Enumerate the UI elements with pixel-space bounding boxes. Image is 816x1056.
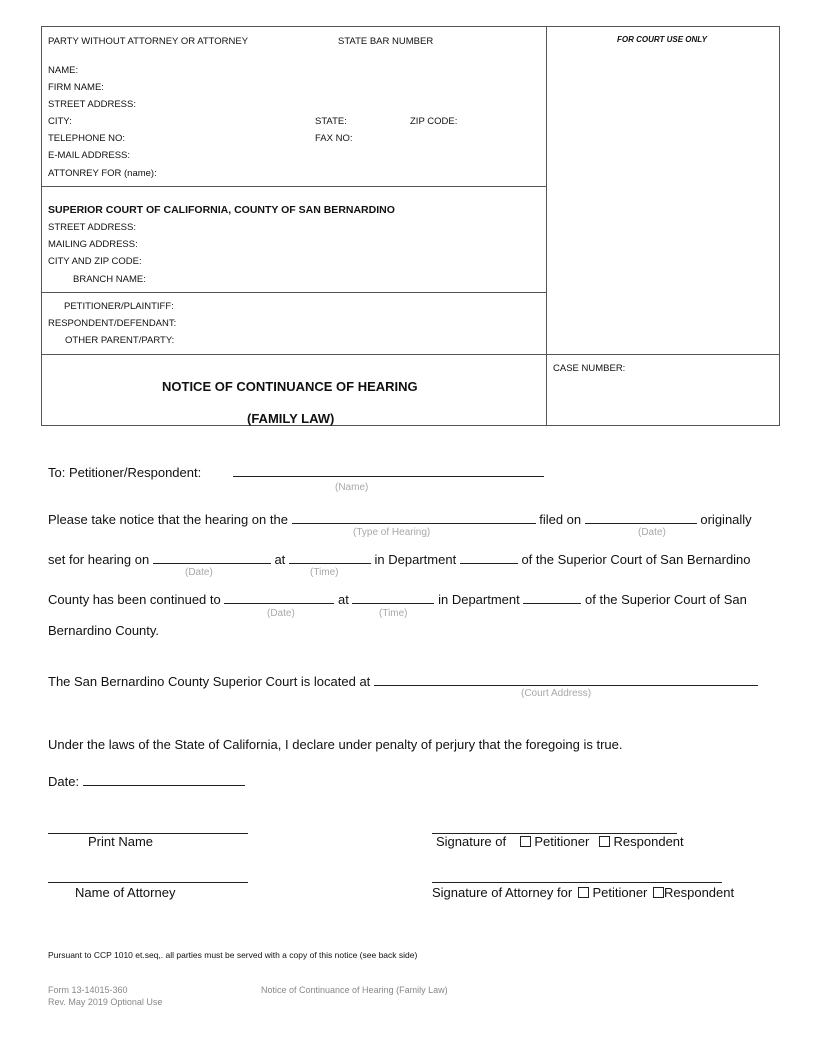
line3-text-d: of the Superior Court of San — [585, 592, 747, 607]
hearing-line-2 — [48, 551, 751, 567]
court-address-hint: (Court Address) — [521, 688, 592, 699]
new-time-blank[interactable] — [352, 591, 434, 604]
phone-label: TELEPHONE NO: — [48, 133, 126, 144]
location-text: The San Bernardino County Superior Court is located at — [48, 674, 371, 689]
original-department-blank[interactable] — [460, 551, 518, 564]
name-label: NAME: — [48, 65, 79, 76]
respondent-label: RESPONDENT/DEFENDANT: — [48, 318, 177, 329]
to-line — [48, 464, 544, 480]
line3-text-a: County has been continued to — [48, 592, 221, 607]
service-note: Pursuant to CCP 1010 et.seq,. all parties must be served with a copy of this notice (see back side) — [48, 950, 418, 960]
caption-box — [41, 26, 780, 426]
to-label: To: Petitioner/Respondent: — [48, 465, 202, 480]
respondent-checkbox[interactable] — [599, 836, 610, 847]
attorney-petitioner-label: Petitioner — [592, 885, 648, 900]
state-label: STATE: — [315, 116, 347, 127]
hearing-line-4: Bernardino County. — [48, 623, 160, 638]
type-of-hearing-blank[interactable] — [292, 511, 536, 524]
form-number: Form 13-14015-360 — [48, 985, 128, 995]
print-name-label: Print Name — [88, 834, 154, 849]
hearing-line-1 — [48, 511, 752, 527]
line2-text-d: of the Superior Court of San Bernardino — [521, 552, 751, 567]
line1-text-c: originally — [700, 512, 752, 527]
caption-divider-title — [41, 354, 780, 355]
attorney-signature-row — [432, 885, 734, 900]
zip-label: ZIP CODE: — [410, 116, 458, 127]
original-time-blank[interactable] — [289, 551, 371, 564]
hearing-line-3 — [48, 591, 747, 607]
filed-date-hint: (Date) — [638, 527, 666, 538]
court-name: SUPERIOR COURT OF CALIFORNIA, COUNTY OF SAN BERNARDINO — [48, 204, 395, 216]
fax-label: FAX NO: — [315, 133, 353, 144]
court-city-zip-label: CITY AND ZIP CODE: — [48, 256, 142, 267]
new-date-blank[interactable] — [224, 591, 334, 604]
date-line — [48, 773, 245, 789]
court-street-label: STREET ADDRESS: — [48, 222, 136, 233]
line3-text-b: at — [338, 592, 349, 607]
signature-attorney-for-label: Signature of Attorney for — [432, 885, 573, 900]
line1-text-a: Please take notice that the hearing on the — [48, 512, 288, 527]
filed-date-blank[interactable] — [585, 511, 697, 524]
branch-label: BRANCH NAME: — [73, 274, 146, 285]
attorney-signature-line[interactable] — [432, 882, 722, 883]
court-address-blank[interactable] — [374, 673, 758, 686]
attorney-name-line[interactable] — [48, 882, 248, 883]
petitioner-checkbox-label: Petitioner — [534, 834, 590, 849]
party-label: PARTY WITHOUT ATTORNEY OR ATTORNEY — [48, 36, 249, 47]
original-time-hint: (Time) — [310, 567, 339, 578]
name-of-attorney-label: Name of Attorney — [75, 885, 176, 900]
city-label: CITY: — [48, 116, 72, 127]
location-line — [48, 673, 758, 689]
state-bar-label: STATE BAR NUMBER — [338, 36, 434, 47]
form-title: NOTICE OF CONTINUANCE OF HEARING — [162, 379, 418, 394]
new-time-hint: (Time) — [379, 608, 408, 619]
signature-date-blank[interactable] — [83, 773, 245, 786]
firm-label: FIRM NAME: — [48, 82, 104, 93]
attorney-respondent-label: Respondent — [664, 885, 735, 900]
type-of-hearing-hint: (Type of Hearing) — [353, 527, 431, 538]
email-label: E-MAIL ADDRESS: — [48, 150, 131, 161]
attorney-respondent-checkbox[interactable] — [653, 887, 664, 898]
line1-text-b: filed on — [539, 512, 582, 527]
new-date-hint: (Date) — [267, 608, 295, 619]
case-number-label: CASE NUMBER: — [553, 363, 626, 374]
petitioner-label: PETITIONER/PLAINTIFF: — [64, 301, 174, 312]
declaration-text: Under the laws of the State of California, I declare under penalty of perjury that the foregoing is true. — [48, 737, 623, 752]
petitioner-checkbox[interactable] — [520, 836, 531, 847]
caption-divider-court — [41, 292, 546, 293]
respondent-checkbox-label: Respondent — [613, 834, 684, 849]
court-use-label: FOR COURT USE ONLY — [617, 35, 707, 44]
court-mailing-label: MAILING ADDRESS: — [48, 239, 138, 250]
line2-text-c: in Department — [374, 552, 457, 567]
caption-divider-vertical — [546, 26, 547, 426]
other-parent-label: OTHER PARENT/PARTY: — [65, 335, 175, 346]
name-hint: (Name) — [335, 482, 369, 493]
new-department-blank[interactable] — [523, 591, 581, 604]
attorney-petitioner-checkbox[interactable] — [578, 887, 589, 898]
line2-text-b: at — [274, 552, 286, 567]
signature-of-label: Signature of — [436, 834, 507, 849]
original-date-hint: (Date) — [185, 567, 213, 578]
date-label: Date: — [48, 774, 80, 789]
street-label: STREET ADDRESS: — [48, 99, 136, 110]
form-subtitle: (FAMILY LAW) — [247, 411, 335, 426]
caption-divider-attorney — [41, 186, 546, 187]
name-blank[interactable] — [233, 464, 544, 477]
footer-form-name: Notice of Continuance of Hearing (Family Law) — [261, 985, 448, 995]
party-signature-row — [436, 834, 684, 849]
form-revision: Rev. May 2019 Optional Use — [48, 997, 163, 1007]
original-date-blank[interactable] — [153, 551, 271, 564]
attorney-for-label: ATTONREY FOR (name): — [48, 168, 157, 179]
line3-text-c: in Department — [438, 592, 520, 607]
line2-text-a: set for hearing on — [48, 552, 150, 567]
